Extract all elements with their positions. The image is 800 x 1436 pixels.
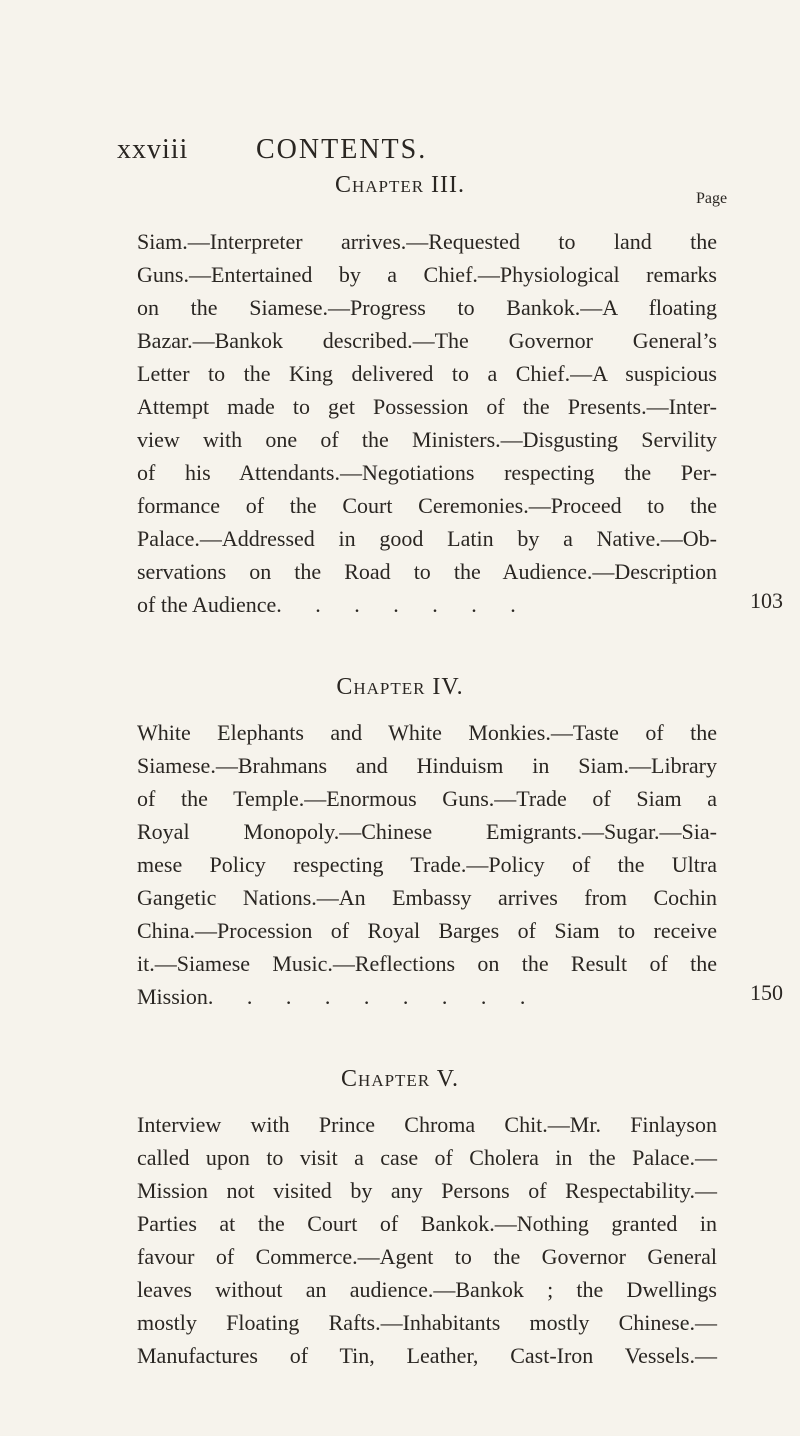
summary-line: Gangetic Nations.—An Embassy arrives from Cochin	[137, 885, 717, 910]
running-head: CONTENTS.	[256, 134, 428, 165]
summary-line: mostly Floating Rafts.—Inhabitants mostly Chinese.—	[137, 1310, 717, 1335]
summary-line: of his Attendants.—Negotiations respecting the Per-	[137, 460, 717, 485]
summary-line: Siamese.—Brahmans and Hinduism in Siam.—Library	[137, 753, 717, 778]
summary-last-line	[137, 980, 717, 1013]
summary-line: called upon to visit a case of Cholera in the Palace.—	[137, 1145, 717, 1170]
chapter-5-summary	[137, 1108, 717, 1372]
summary-line-end: of the Audience	[137, 592, 277, 617]
summary-line-end: Mission	[137, 984, 208, 1009]
summary-line: Guns.—Entertained by a Chief.—Physiological remarks	[137, 262, 717, 287]
summary-line: White Elephants and White Monkies.—Taste of the	[137, 720, 717, 745]
chapter-4-heading: Chapter IV.	[336, 674, 464, 700]
summary-line: leaves without an audience.—Bankok ; the Dwellings	[137, 1277, 717, 1302]
summary-line: Letter to the King delivered to a Chief.—A suspicious	[137, 361, 717, 386]
summary-line: Bazar.—Bankok described.—The Governor General’s	[137, 328, 717, 353]
summary-last-line	[137, 588, 717, 621]
summary-line: China.—Procession of Royal Barges of Siam to receive	[137, 918, 717, 943]
summary-line: it.—Siamese Music.—Reflections on the Result of the	[137, 951, 717, 976]
summary-line: mese Policy respecting Trade.—Policy of the Ultra	[137, 852, 717, 877]
chapter-3-summary	[137, 225, 717, 621]
summary-line: favour of Commerce.—Agent to the Governor General	[137, 1244, 717, 1269]
summary-line: of the Temple.—Enormous Guns.—Trade of Siam a	[137, 786, 717, 811]
summary-line: Royal Monopoly.—Chinese Emigrants.—Sugar.—Sia-	[137, 819, 717, 844]
page-column-label: Page	[696, 190, 728, 207]
summary-line: Parties at the Court of Bankok.—Nothing granted in	[137, 1211, 717, 1236]
chapter-3-page-number: 103	[750, 588, 783, 613]
summary-line: Interview with Prince Chroma Chit.—Mr. Finlayson	[137, 1112, 717, 1137]
chapter-4-page-number: 150	[750, 980, 783, 1005]
summary-line: view with one of the Ministers.—Disgusting Servility	[137, 427, 717, 452]
summary-line: servations on the Road to the Audience.—Description	[137, 559, 717, 584]
summary-line: Palace.—Addressed in good Latin by a Native.—Ob-	[137, 526, 717, 551]
summary-line: Manufactures of Tin, Leather, Cast-Iron Vessels.—	[137, 1343, 717, 1368]
chapter-3-heading: Chapter III.	[334, 172, 466, 198]
page-header	[0, 134, 800, 174]
summary-line: formance of the Court Ceremonies.—Proceed to the	[137, 493, 717, 518]
chapter-5-heading: Chapter V.	[341, 1066, 459, 1092]
summary-line: Siam.—Interpreter arrives.—Requested to land the	[137, 229, 717, 254]
leader-dots: . . . . . . . . .	[207, 984, 540, 1009]
summary-line: on the Siamese.—Progress to Bankok.—A floating	[137, 295, 717, 320]
summary-line: Attempt made to get Possession of the Presents.—Inter-	[137, 394, 717, 419]
page-folio: xxviii	[117, 134, 189, 165]
summary-line: Mission not visited by any Persons of Respectability.—	[137, 1178, 717, 1203]
leader-dots: . . . . . . .	[276, 592, 530, 617]
chapter-4-summary	[137, 716, 717, 1013]
